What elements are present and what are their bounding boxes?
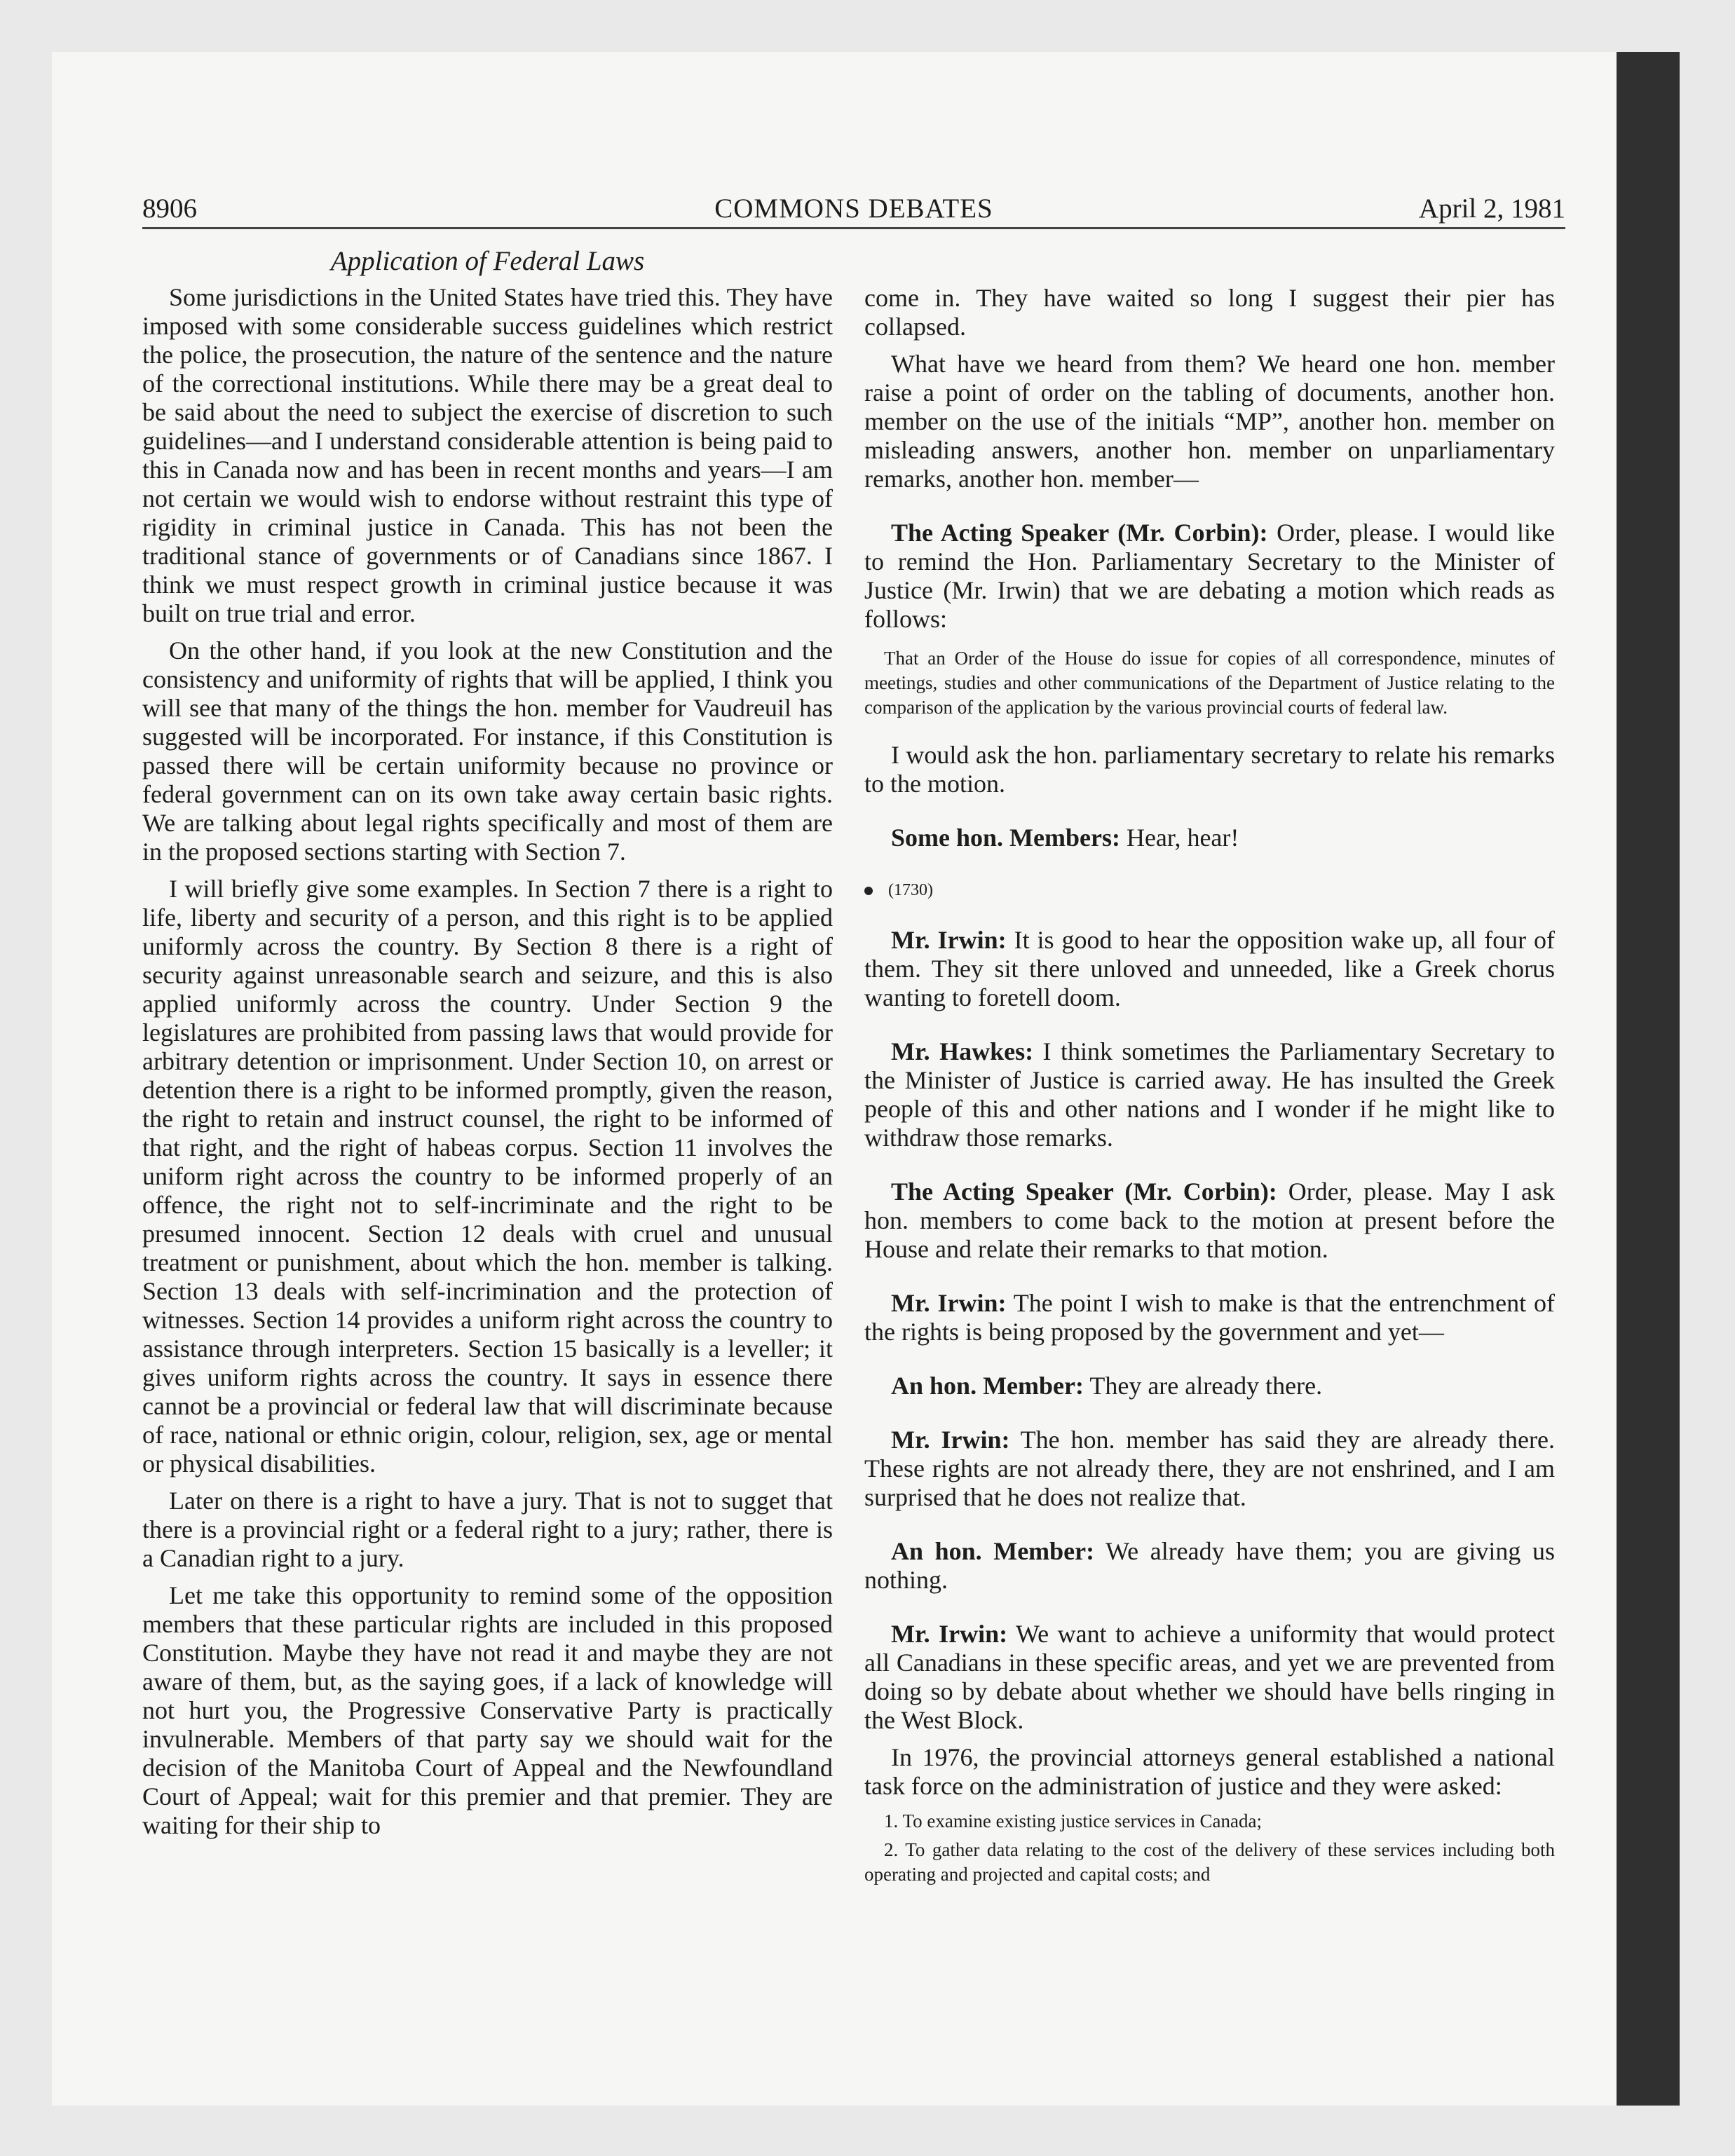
paragraph: What have we heard from them? We heard one hon. member raise a point of order on the tabling of documents, another hon. member on the use of the initials “MP”, another hon. member on misleading answers, another hon. member on unparliamentary remarks, another hon. member— <box>864 350 1555 493</box>
speaker-name: Mr. Irwin: <box>891 1620 1008 1648</box>
publication-title: COMMONS DEBATES <box>714 193 993 224</box>
speech <box>864 1178 1555 1264</box>
speech-text: Hear, hear! <box>1126 824 1239 852</box>
speech-text: It is good to hear the opposition wake up, all four of them. They sit there unloved and unneeded, like a Greek chorus wanting to foretell doom. <box>864 926 1556 1011</box>
speech <box>864 824 1555 852</box>
speech <box>864 1426 1555 1512</box>
speaker-name: Some hon. Members: <box>891 824 1120 852</box>
speaker-name: The Acting Speaker (Mr. Corbin): <box>891 1178 1277 1206</box>
speech <box>864 1620 1555 1735</box>
speech <box>864 1037 1555 1152</box>
speech-text: We already have them; you are giving us nothing. <box>864 1537 1555 1594</box>
speaker-name: Mr. Irwin: <box>891 926 1007 954</box>
list-item: 1. To examine existing justice services in Canada; <box>884 1810 1262 1831</box>
speech-text: Order, please. I would like to remind the Hon. Parliamentary Secretary to the Minister of Justice (Mr. Irwin) that we are debating a motion which reads as follows: <box>864 519 1555 633</box>
paragraph: In 1976, the provincial attorneys general established a national task force on the administration of justice and they were asked: <box>864 1743 1555 1800</box>
paragraph: I will briefly give some examples. In Section 7 there is a right to life, liberty and security of a person, and this right is to be applied uniformly across the country. By Section 8 there is a right of security against unreasonable search and seizure, and this is also applied uniformly across the country. Under Section 9 the legislatures are prohibited from passing laws that would provide for arbitrary detention or imprisonment. Under Section 10, on arrest or detention there is a right to be informed promptly, given the reason, the right to retain and instruct counsel, the right to be informed of that right, and the right of habeas corpus. Section 11 involves the uniform right across the country to be informed properly of an offence, the right not to self-incriminate and the right to be presumed innocent. Section 12 deals with cruel and unusual treatment or punishment, about which the hon. member is talking. Section 13 deals with self-incrimination and the protection of witnesses. Section 14 provides a uniform right across the country to assistance through interpreters. Section 15 basically is a leveller; it gives uniform rights across the country. It says in essence there cannot be a provincial or federal law that will discriminate because of race, national or ethnic origin, colour, religion, sex, age or mental or physical disabilities. <box>142 875 833 1478</box>
speech <box>864 926 1555 1012</box>
time-marker-label: (1730) <box>888 881 933 899</box>
motion-quote: That an Order of the House do issue for copies of all correspondence, minutes of meetings, studies and other communications of the Department of Justice relating to the comparison of the application by the various provincial courts of federal law. <box>864 648 1555 718</box>
right-column <box>864 284 1555 1891</box>
bullet-icon <box>864 887 873 895</box>
speech-text: They are already there. <box>1089 1372 1323 1400</box>
speech-text: The point I wish to make is that the entrenchment of the rights is being proposed by the government and yet— <box>864 1289 1555 1346</box>
page-header <box>142 191 1565 229</box>
paragraph: Later on there is a right to have a jury. That is not to sugget that there is a provincial right or a federal right to a jury; rather, there is a Canadian right to a jury. <box>142 1487 833 1572</box>
speech-text: Order, please. May I ask hon. members to come back to the motion at present before the House and relate their remarks to that motion. <box>864 1178 1555 1263</box>
paragraph: come in. They have waited so long I suggest their pier has collapsed. <box>864 284 1555 341</box>
section-heading: Application of Federal Laws <box>330 246 645 276</box>
page-number: 8906 <box>142 193 197 224</box>
paragraph: I would ask the hon. parliamentary secretary to relate his remarks to the motion. <box>864 741 1555 798</box>
speaker-name: Mr. Hawkes: <box>891 1037 1034 1065</box>
speaker-name: Mr. Irwin: <box>891 1426 1010 1454</box>
paragraph: Some jurisdictions in the United States have tried this. They have imposed with some considerable success guidelines which restrict the police, the prosecution, the nature of the sentence and the nature of the correctional institutions. While there may be a great deal to be said about the need to subject the exercise of discretion to such guidelines—and I understand considerable attention is being paid to this in Canada now and has been in recent months and years—I am not certain we would wish to endorse without restraint this type of rigidity in criminal justice in Canada. This has not been the traditional stance of governments or of Canadians since 1867. I think we must respect growth in criminal justice because it was built on true trial and error. <box>142 283 833 627</box>
speech-text: I think sometimes the Parliamentary Secretary to the Minister of Justice is carried away. He has insulted the Greek people of this and other nations and I wonder if he might like to withdraw those remarks. <box>864 1037 1555 1152</box>
scan-binding-edge <box>1617 52 1680 2106</box>
list-item: 2. To gather data relating to the cost of the delivery of these services including both operating and projected and capital costs; and <box>864 1839 1555 1885</box>
speech <box>864 1289 1555 1346</box>
publication-date: April 2, 1981 <box>1418 193 1565 224</box>
speech-text: We want to achieve a uniformity that would protect all Canadians in these specific areas, and yet we are prevented from doing so by debate about whether we should have bells ringing in the West Block. <box>864 1620 1555 1734</box>
speech-text: The hon. member has said they are already there. These rights are not already there, they are not enshrined, and I am surprised that he does not realize that. <box>864 1426 1555 1511</box>
speech <box>864 519 1555 634</box>
left-column <box>142 244 833 1848</box>
speaker-name: An hon. Member: <box>891 1537 1095 1565</box>
speech <box>864 1372 1555 1400</box>
time-marker <box>864 876 1555 905</box>
speaker-name: Mr. Irwin: <box>891 1289 1007 1317</box>
speaker-name: The Acting Speaker (Mr. Corbin): <box>891 519 1268 547</box>
speaker-name: An hon. Member: <box>891 1372 1084 1400</box>
paragraph: On the other hand, if you look at the new Constitution and the consistency and uniformity of rights that will be applied, I think you will see that many of the things the hon. member for Vaudreuil has suggested will be incorporated. For instance, if this Constitution is passed there will be certain uniformity because no province or federal government can on its own take away certain basic rights. We are talking about legal rights specifically and most of them are in the proposed sections starting with Section 7. <box>142 636 833 866</box>
paragraph: Let me take this opportunity to remind some of the opposition members that these particular rights are included in this proposed Constitution. Maybe they have not read it and maybe they are not aware of them, but, as the saying goes, if a lack of knowledge will not hurt you, the Progressive Conservative Party is practically invulnerable. Members of that party say we should wait for the decision of the Manitoba Court of Appeal and the Newfoundland Court of Appeal; wait for this premier and that premier. They are waiting for their ship to <box>142 1581 833 1839</box>
speech <box>864 1537 1555 1595</box>
